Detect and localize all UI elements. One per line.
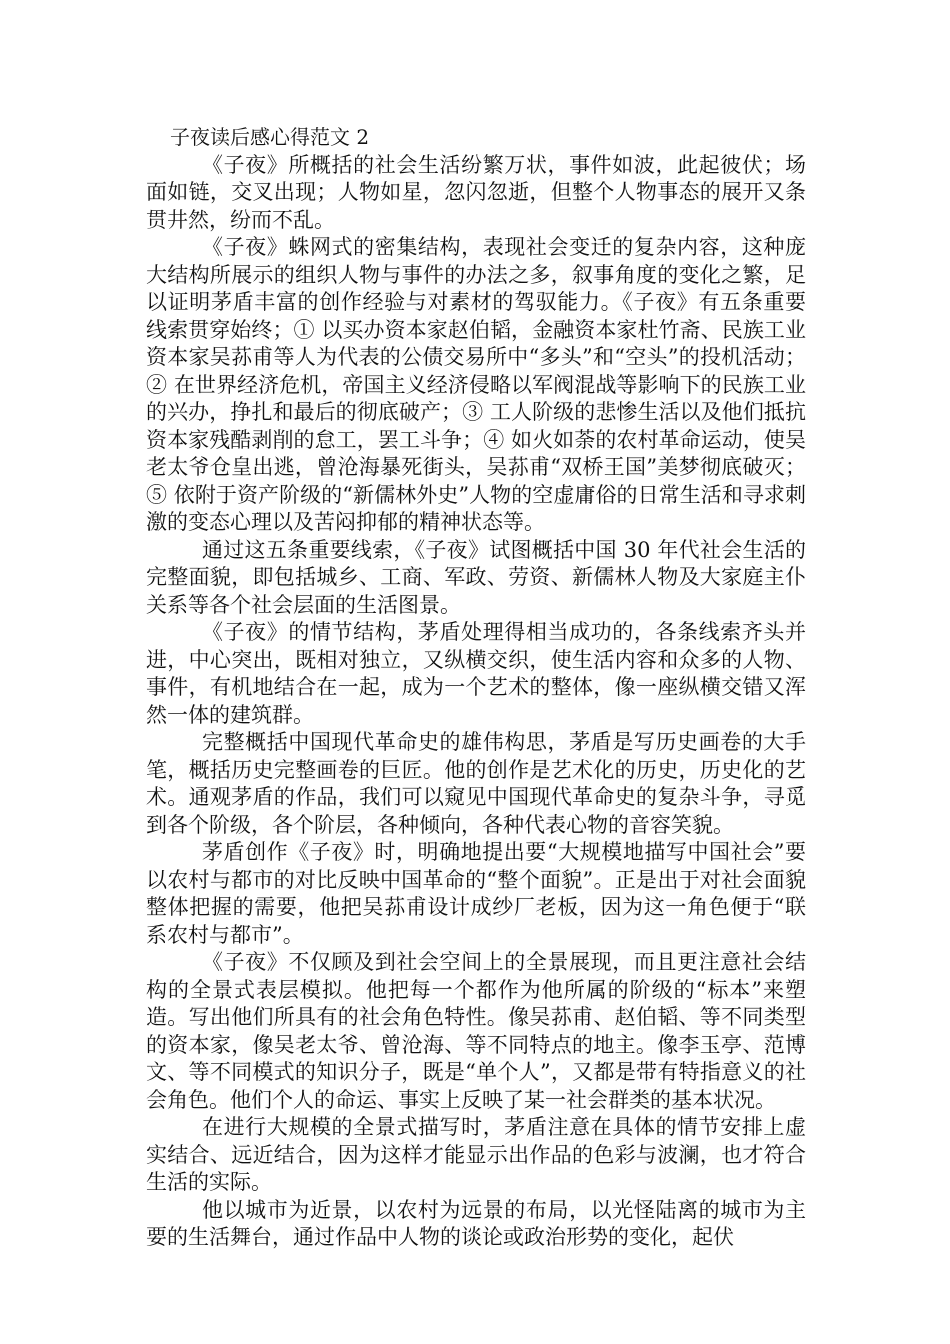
paragraph-2: 《子夜》蛛网式的密集结构，表现社会变迁的复杂内容，这种庞大结构所展示的组织人物与事件的办法之多，叙事角度的变化之繁，足以证明茅盾丰富的创作经验与对素材的驾驭能力。《子夜》有五条重要线索贯穿始终；① 以买办资本家赵伯韬，金融资本家杜竹斋、民族工业资本家吴荪甫等人为代表的公债交易所中“多头”和“空头”的投机活动；② 在世界经济危机，帝国主义经济侵略以军阀混战等影响下的民族工业的兴办，挣扎和最后的彻底破产；③ 工人阶级的悲惨生活以及他们抵抗资本家残酷剥削的怠工，罢工斗争；④ 如火如荼的农村革命运动，使吴老太爷仓皇出逃，曾沧海暴死街头，吴荪甫“双桥王国”美梦彻底破灭；⑤ 依附于资产阶级的“新儒林外史”人物的空虚庸俗的日常生活和寻求刺激的变态心理以及苦闷抑郁的精神状态等。 <box>146 235 806 534</box>
paragraph-4: 《子夜》的情节结构，茅盾处理得相当成功的，各条线索齐头并进，中心突出，既相对独立，又纵横交织，使生活内容和众多的人物、事件，有机地结合在一起，成为一个艺术的整体，像一座纵横交错又浑然一体的建筑群。 <box>146 620 806 727</box>
paragraph-9: 他以城市为近景，以农村为远景的布局，以光怪陆离的城市为主要的生活舞台，通过作品中人物的谈论或政治形势的变化，起伏 <box>146 1197 806 1249</box>
paragraph-8: 在进行大规模的全景式描写时，茅盾注意在具体的情节安排上虚实结合、远近结合，因为这样才能显示出作品的色彩与波澜，也才符合生活的实际。 <box>146 1115 806 1194</box>
paragraph-7: 《子夜》不仅顾及到社会空间上的全景展现，而且更注意社会结构的全景式表层模拟。他把每一个都作为他所属的阶级的“标本”来塑造。写出他们所具有的社会角色特性。像吴荪甫、赵伯韬、等不同类型的资本家，像吴老太爷、曾沧海、等不同特点的地主。像李玉亭、范博文、等不同模式的知识分子，既是“单个人”，又都是带有特指意义的社会角色。他们个人的命运、事实上反映了某一社会群类的基本状况。 <box>146 950 806 1112</box>
paragraph-5: 完整概括中国现代革命史的雄伟构思，茅盾是写历史画卷的大手笔，概括历史完整画卷的巨匠。他的创作是艺术化的历史，历史化的艺术。通观茅盾的作品，我们可以窥见中国现代革命史的复杂斗争，寻觅到各个阶级，各个阶层，各种倾向，各种代表心物的音容笑貌。 <box>146 730 806 837</box>
paragraph-1: 《子夜》所概括的社会生活纷繁万状，事件如波，此起彼伏；场面如链，交叉出现；人物如星，忽闪忽逝，但整个人物事态的展开又条贯井然，纷而不乱。 <box>146 152 806 232</box>
paragraph-6: 茅盾创作《子夜》时，明确地提出要“大规模地描写中国社会”要以农村与都市的对比反映中国革命的“整个面貌”。正是出于对社会面貌整体把握的需要，他把吴荪甫设计成纱厂老板，因为这一角色便于“联系农村与都市”。 <box>146 840 806 947</box>
document-page <box>146 124 806 1252</box>
paragraph-3: 通过这五条重要线索，《子夜》试图概括中国 30 年代社会生活的完整面貌，即包括城乡、工商、军政、劳资、新儒林人物及大家庭主仆关系等各个社会层面的生活图景。 <box>146 537 806 617</box>
document-title: 子夜读后感心得范文 2 <box>170 125 370 149</box>
